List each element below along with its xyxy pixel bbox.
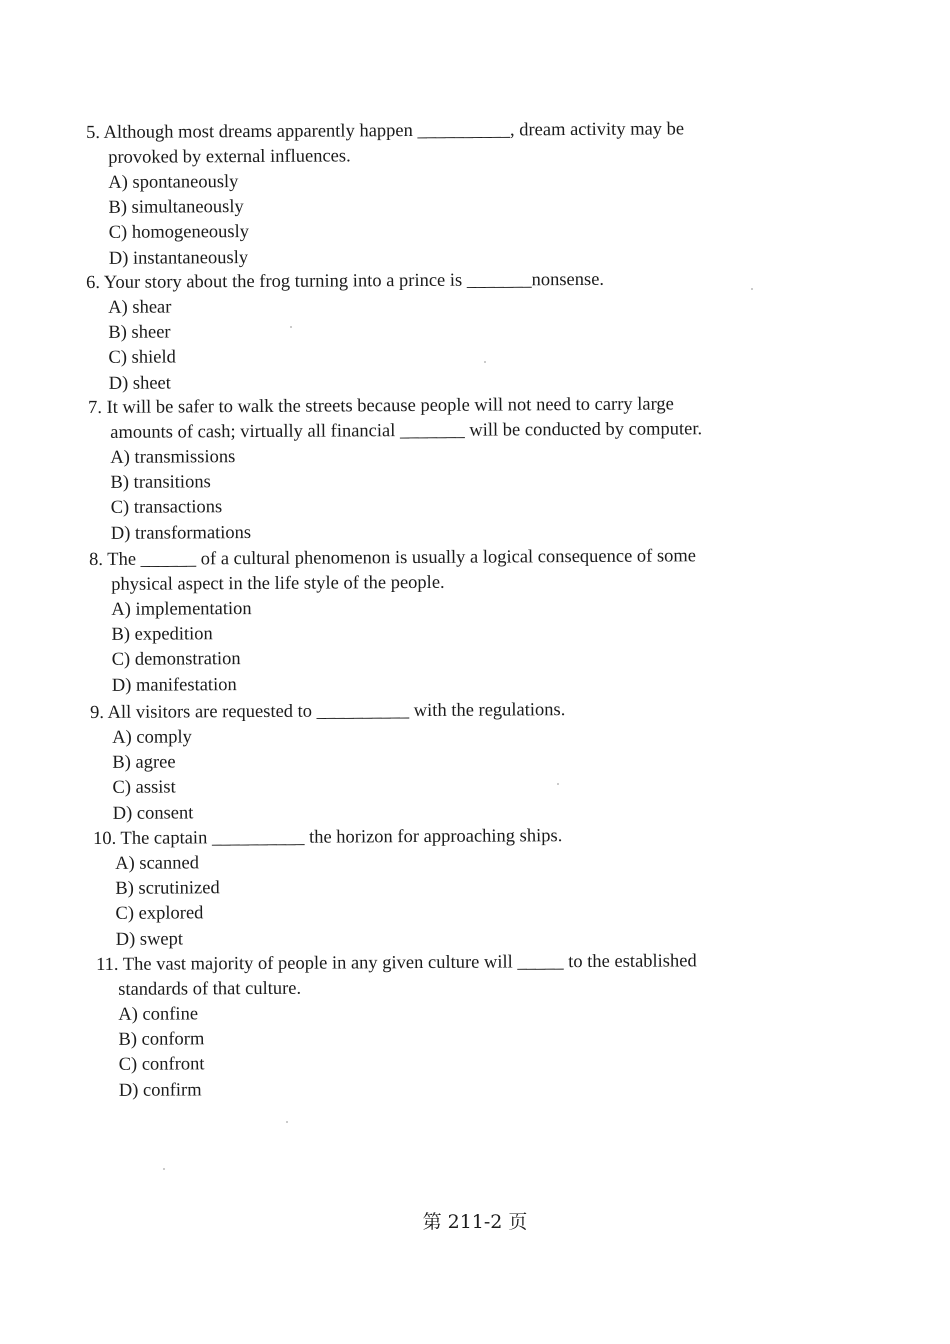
question-text-line1: The captain __________ the horizon for approaching ships.: [120, 826, 563, 849]
question-text-line2: physical aspect in the life style of the people.: [111, 572, 445, 595]
option-b: B) expedition: [111, 624, 213, 646]
question-text-line1: Your story about the frog turning into a prince is _______nonsense.: [103, 269, 605, 293]
option-d: D) manifestation: [111, 674, 237, 696]
option-b: B) transitions: [110, 472, 211, 494]
option-b: B) simultaneously: [108, 197, 244, 219]
option-d: D) sheet: [108, 373, 171, 394]
option-a: A) spontaneously: [108, 172, 239, 193]
question-stem: [86, 116, 846, 171]
option-d: D) consent: [112, 802, 194, 824]
question-text-line2: amounts of cash; virtually all financial _______ will be conducted by computer.: [110, 419, 703, 443]
scan-speck: [290, 326, 292, 328]
option-a: A) transmissions: [110, 447, 236, 468]
question-number: 11.: [96, 954, 119, 975]
option-d: D) transformations: [110, 522, 252, 544]
option-c: C) assist: [112, 777, 176, 799]
option-a: A) implementation: [111, 599, 252, 620]
question-5: [86, 116, 847, 271]
option-b: B) conform: [118, 1029, 205, 1051]
question-number: 5.: [86, 122, 101, 143]
question-number: 8.: [89, 549, 104, 570]
question-stem: [96, 948, 858, 1003]
scan-speck: [286, 1121, 288, 1123]
question-number: 6.: [86, 272, 101, 293]
question-text-line1: The ______ of a cultural phenomenon is usually a logical consequence of some: [107, 546, 697, 570]
option-b: B) agree: [112, 752, 176, 774]
question-stem: [88, 391, 850, 446]
option-c: C) demonstration: [111, 649, 241, 671]
question-text-line2: provoked by external influences.: [108, 146, 351, 168]
question-text-line1: The vast majority of people in any given culture will _____ to the established: [122, 951, 697, 975]
scan-speck: [163, 1168, 165, 1170]
option-a: A) comply: [112, 727, 192, 748]
scan-speck: [557, 783, 559, 785]
scan-speck: [751, 288, 753, 290]
option-c: C) transactions: [110, 497, 223, 519]
question-number: 10.: [93, 828, 117, 849]
question-text-line1: It will be safer to walk the streets because people will not need to carry large: [106, 394, 674, 418]
page-number: 第 211-2 页: [422, 1211, 528, 1233]
question-11: [96, 948, 859, 1103]
question-10: [93, 822, 854, 952]
option-a: A) shear: [108, 297, 172, 318]
option-d: D) confirm: [118, 1079, 202, 1101]
option-d: D) instantaneously: [108, 247, 249, 269]
question-7: [88, 391, 851, 546]
question-number: 7.: [88, 397, 103, 418]
option-c: C) shield: [108, 347, 176, 369]
option-b: B) sheer: [108, 322, 171, 344]
question-stem: [89, 543, 852, 598]
question-text-line1: Although most dreams apparently happen __________, dream activity may be: [103, 119, 685, 143]
option-a: A) scanned: [115, 853, 200, 874]
option-b: B) scrutinized: [115, 878, 220, 900]
scan-speck: [484, 361, 486, 363]
question-text-line2: standards of that culture.: [118, 978, 302, 1000]
question-number: 9.: [90, 702, 105, 723]
option-c: C) homogeneously: [108, 222, 250, 244]
question-6: [86, 266, 847, 396]
option-c: C) explored: [115, 903, 204, 925]
question-9: [90, 696, 851, 826]
option-d: D) swept: [115, 929, 184, 950]
question-text-line1: All visitors are requested to __________ with the regulations.: [107, 700, 566, 723]
question-8: [89, 543, 853, 698]
option-c: C) confront: [118, 1054, 205, 1076]
option-a: A) confine: [118, 1004, 199, 1025]
